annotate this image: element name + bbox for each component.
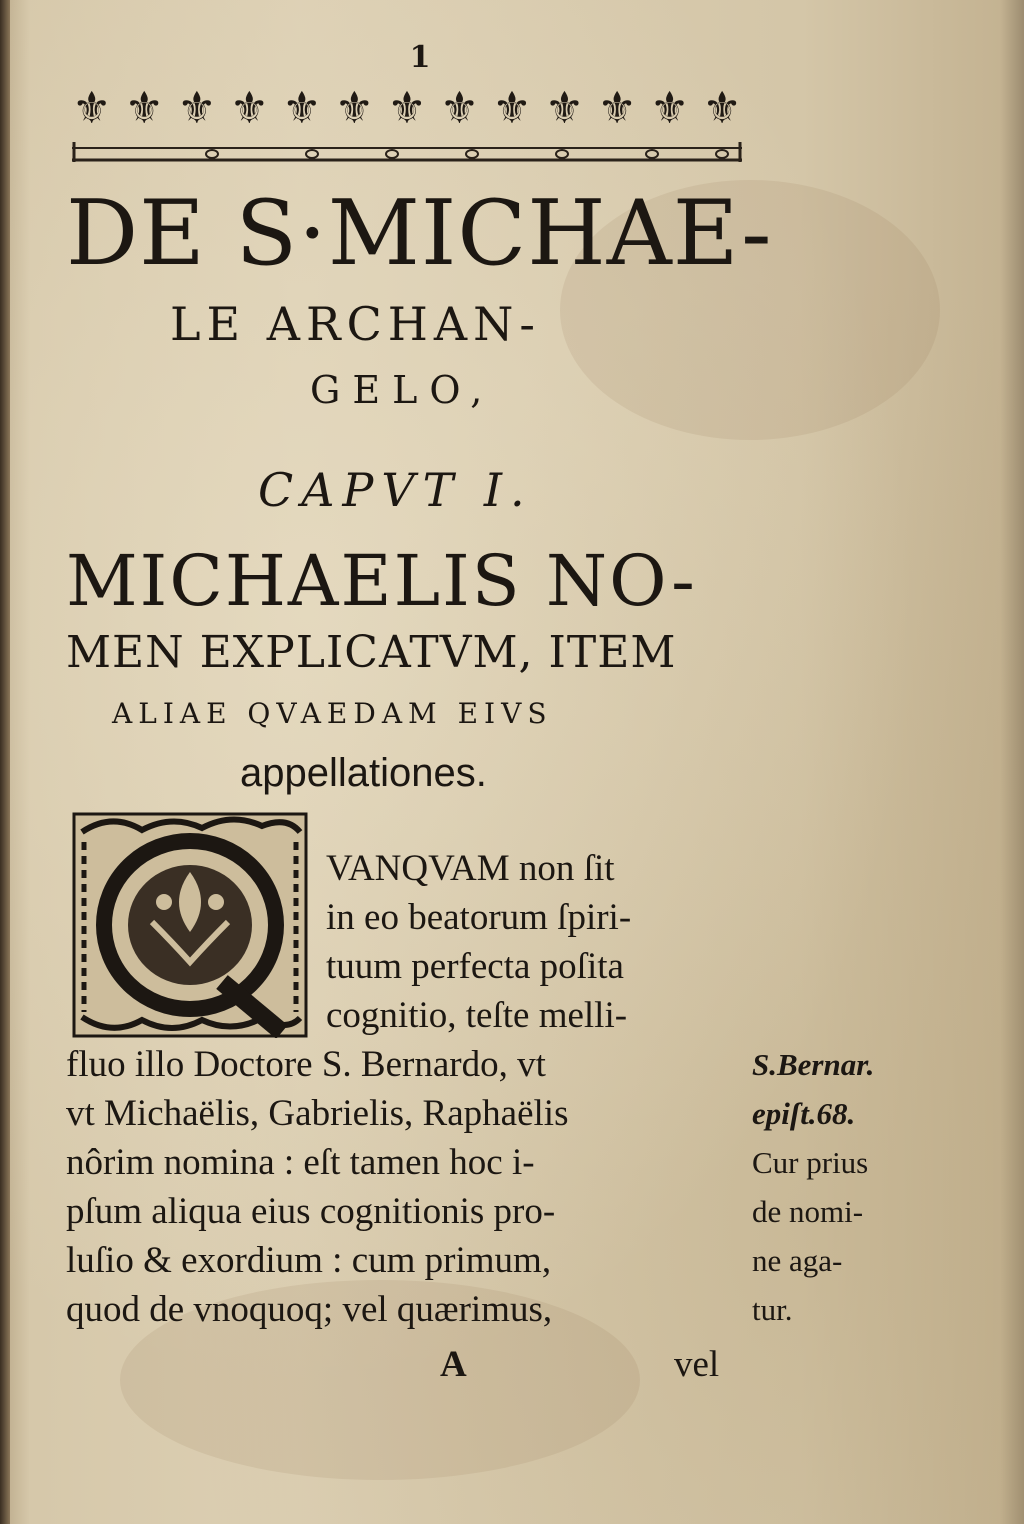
text-line: VANQVAM non ſit [326, 848, 615, 889]
catchword: vel [674, 1344, 720, 1385]
fleuron-icon: ⚜ [229, 83, 270, 134]
page-number: 1 [409, 40, 431, 75]
text-line: pſum aliqua eius cognitionis pro- [66, 1191, 556, 1232]
fleuron-icon: ⚜ [124, 83, 164, 134]
fleuron-icon: ⚜ [492, 83, 532, 134]
fleuron-icon: ⚜ [177, 83, 217, 134]
title-line-2: LE ARCHAN- [170, 297, 541, 351]
fleuron-icon: ⚜ [544, 83, 585, 134]
fleuron-icon: ⚜ [72, 83, 112, 134]
heading-line-4: appellationes. [240, 751, 487, 795]
page-edge [0, 0, 10, 1524]
heading-line-3: ALIAE QVAEDAM EIVS [112, 697, 553, 730]
fleuron-icon: ⚜ [387, 83, 427, 134]
margin-note: tur. [752, 1292, 793, 1327]
heading-line-2: MEN EXPLICATVM, ITEM [66, 627, 677, 678]
margin-note: de nomi- [752, 1194, 864, 1229]
margin-note: Cur prius [752, 1145, 869, 1180]
body-paragraph [66, 1040, 756, 1334]
fleuron-icon: ⚜ [597, 83, 637, 134]
title-line-1: DE S·MICHAE- [66, 181, 773, 286]
fleuron-icon: ⚜ [702, 83, 742, 134]
heading-line-1: MICHAELIS NO- [66, 540, 697, 622]
fleuron-border [72, 84, 742, 134]
fleuron-icon: ⚜ [334, 83, 375, 134]
margin-reference: epiſt.68. [752, 1096, 856, 1131]
signature-mark: A [440, 1344, 467, 1385]
text-line: tuum perfecta poſita [326, 946, 624, 987]
text-line: cognitio, teſte melli- [326, 995, 628, 1036]
margin-reference: S.Bernar. [752, 1047, 875, 1082]
text-line: quod de vnoquoq; vel quærimus, [66, 1289, 553, 1330]
text-line: nôrim nomina : eſt tamen hoc i- [66, 1142, 535, 1183]
fleuron-icon: ⚜ [649, 83, 690, 134]
ornamental-rule [72, 140, 742, 164]
decorated-initial [72, 812, 308, 1038]
marginal-notes [752, 1040, 942, 1334]
text-line: in eo beatorum ſpiri- [326, 897, 632, 938]
margin-note: ne aga- [752, 1243, 843, 1278]
title-line-3: GELO, [310, 368, 495, 412]
chapter-label: CAPVT I. [258, 463, 533, 517]
fleuron-icon: ⚜ [439, 83, 480, 134]
fleuron-icon: ⚜ [282, 83, 322, 134]
opening-lines [326, 844, 746, 1040]
text-line: vt Michaëlis, Gabrielis, Raphaëlis [66, 1093, 569, 1134]
initial-letter: Q [189, 952, 191, 953]
text-line: luſio & exordium : cum primum, [66, 1240, 552, 1281]
text-line: fluo illo Doctore S. Bernardo, vt [66, 1044, 546, 1085]
